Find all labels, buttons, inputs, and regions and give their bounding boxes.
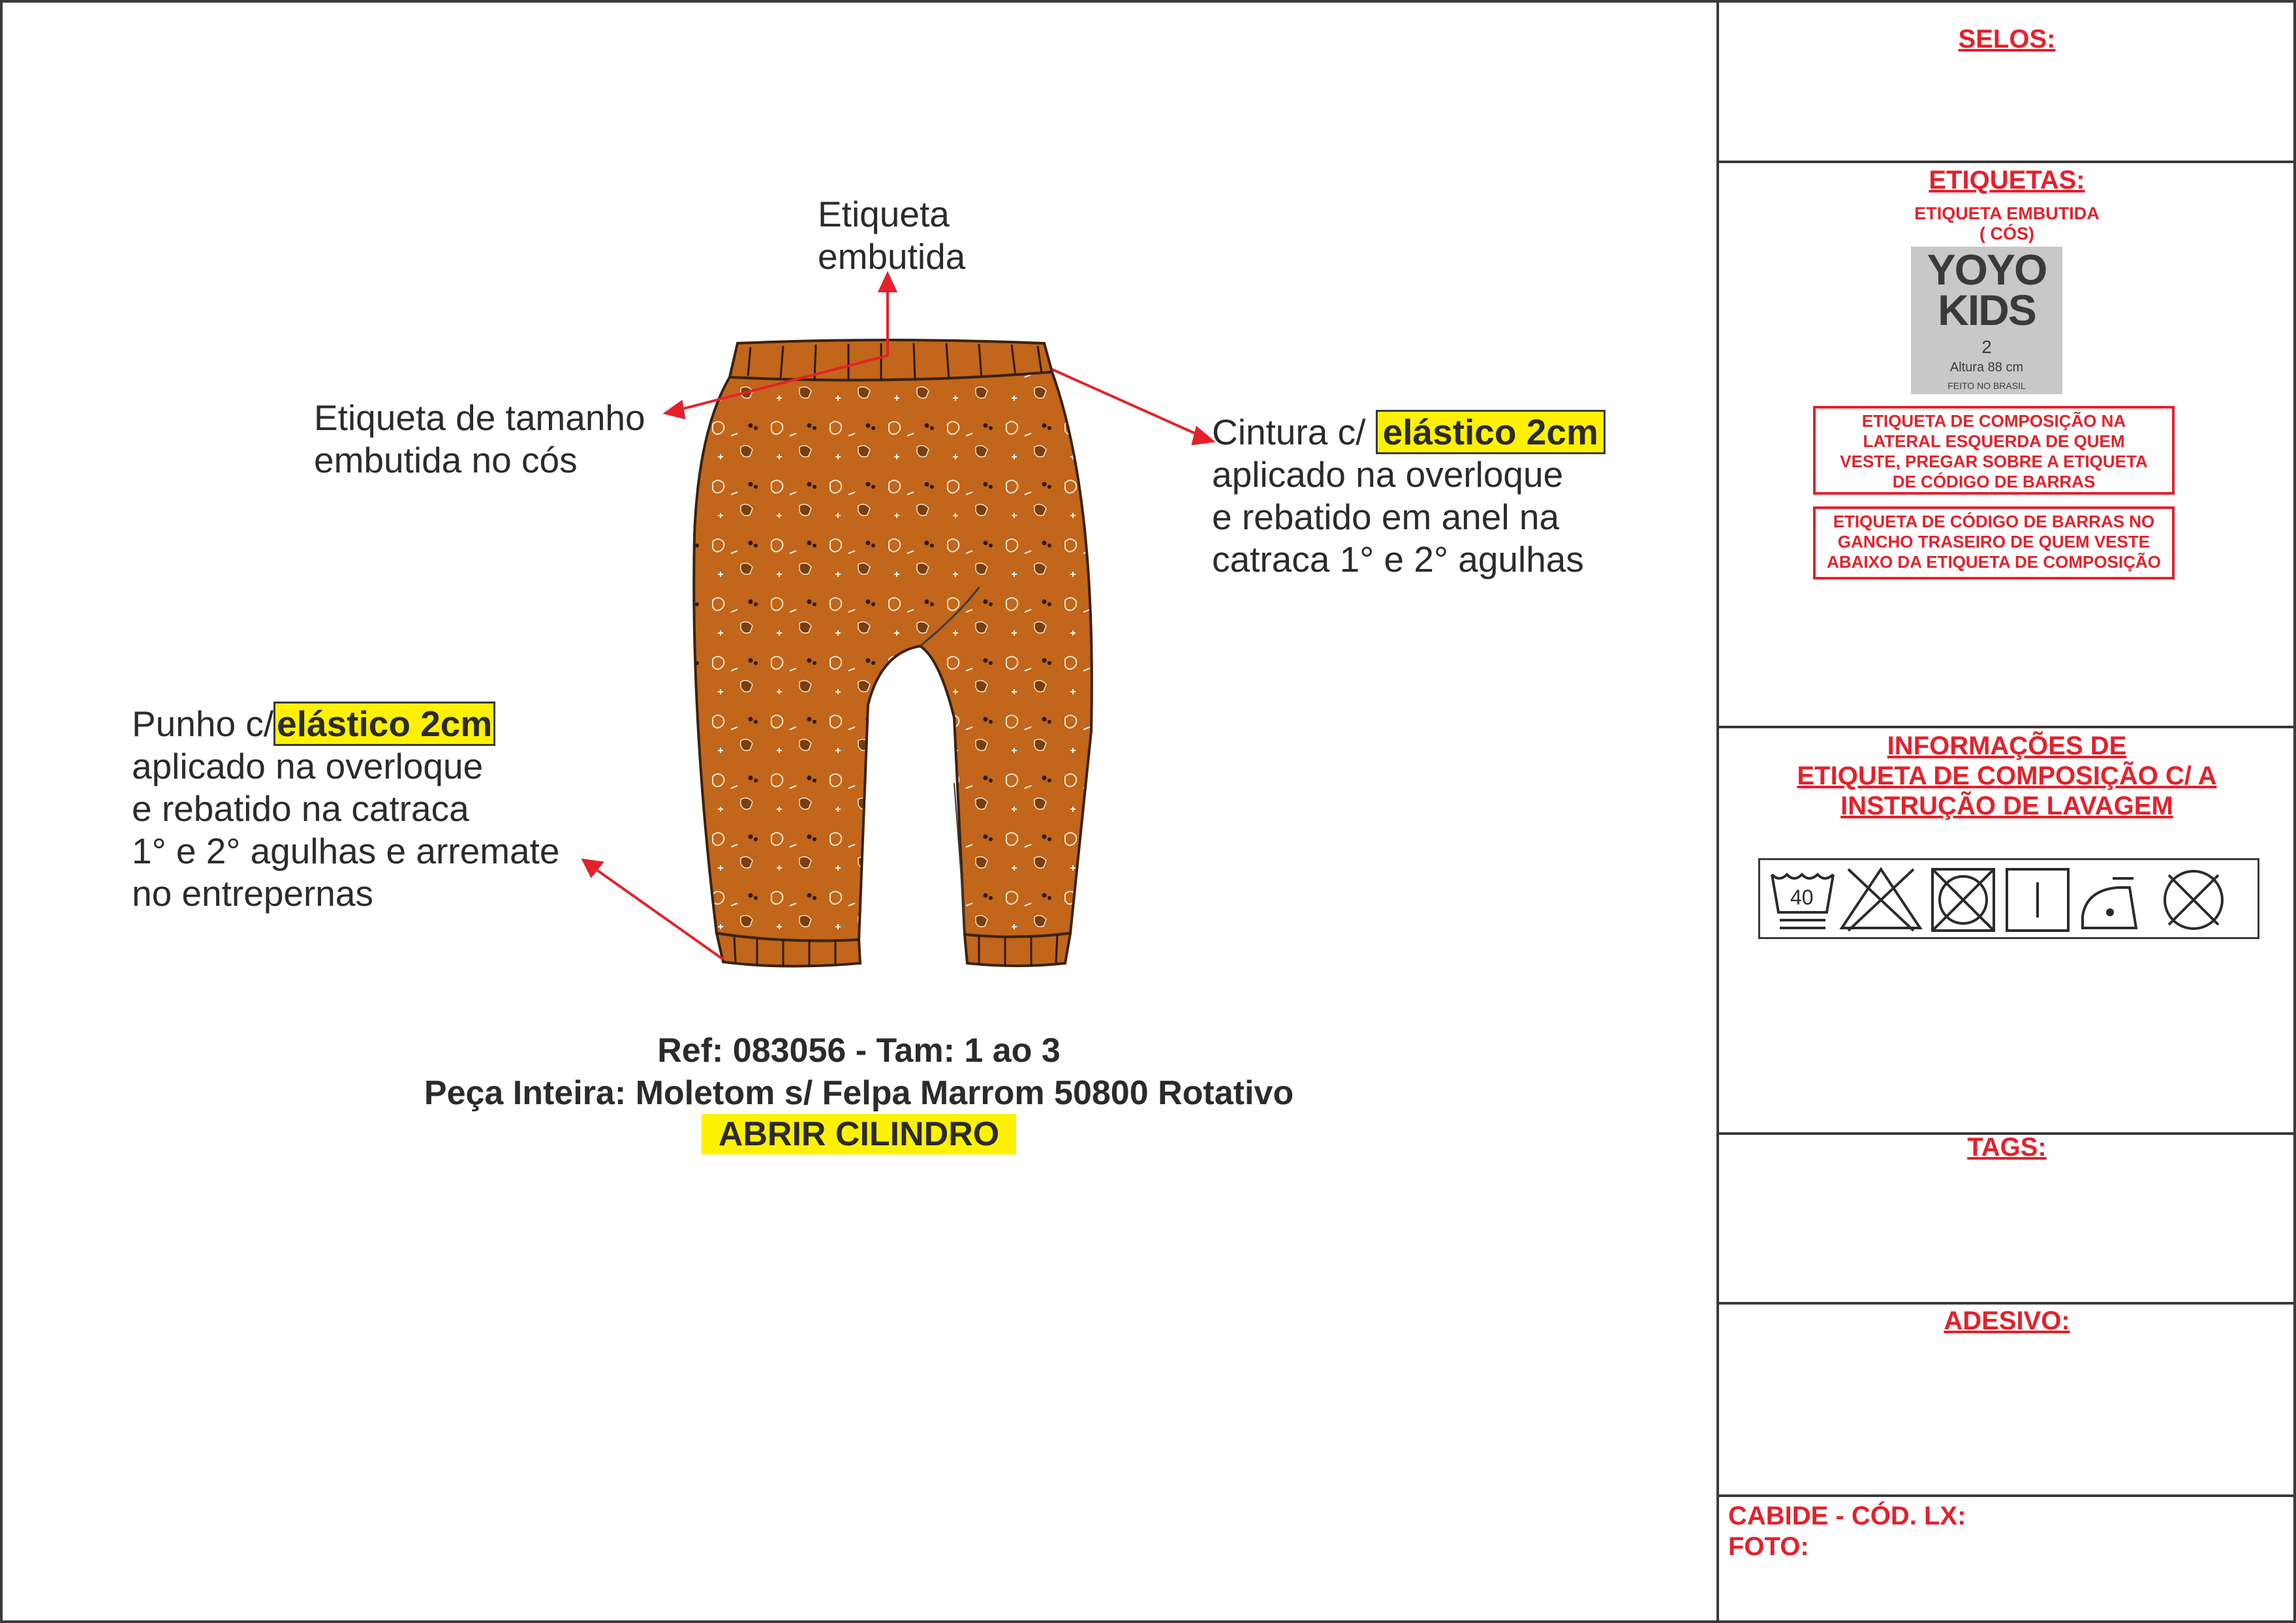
- wash-40-icon: [1772, 874, 1833, 928]
- composition-title-line1: INFORMAÇÕES DE: [1887, 732, 2127, 760]
- annotation-size-label-line2: embutida no cós: [314, 440, 578, 480]
- annotation-waist-line4: catraca 1° e 2° agulhas: [1212, 539, 1584, 580]
- pants-body: [694, 372, 1092, 941]
- iron-low-icon: [2083, 878, 2136, 928]
- waistband: [730, 340, 1052, 380]
- annotation-waist-line1: [1212, 411, 1606, 454]
- notice-composition-line2: LATERAL ESQUERDA DE QUEM: [1863, 431, 2125, 451]
- cabide-label: CABIDE - CÓD. LX:: [1728, 1502, 1966, 1530]
- annotation-embedded-label-line1: Etiqueta: [818, 194, 950, 234]
- notice-barcode-line1: ETIQUETA DE CÓDIGO DE BARRAS NO: [1833, 512, 2155, 531]
- annotation-embedded-label: [818, 193, 965, 278]
- no-bleach-icon: [1842, 869, 1920, 931]
- product-instruction: ABRIR CILINDRO: [702, 1114, 1016, 1154]
- annotation-cuff-line2: aplicado na overloque: [132, 746, 484, 786]
- notice-composition-line1: ETIQUETA DE COMPOSIÇÃO NA: [1861, 411, 2126, 431]
- wash-temp: 40: [1790, 886, 1814, 909]
- care-symbols-box: [1758, 858, 2259, 939]
- notice-barcode-line3: ABAIXO DA ETIQUETA DE COMPOSIÇÃO: [1827, 552, 2161, 572]
- foto-label: FOTO:: [1728, 1532, 1809, 1561]
- brand-label-image: [1911, 247, 2062, 394]
- selos-title: SELOS:: [1958, 25, 2056, 54]
- product-fabric: Peça Inteira: Moletom s/ Felpa Marrom 50800 Rotativo: [424, 1074, 1294, 1112]
- product-ref: Ref: 083056 - Tam: 1 ao 3: [657, 1032, 1061, 1070]
- annotation-waist-line3: e rebatido em anel na: [1212, 497, 1560, 537]
- no-tumble-dry-icon: [1932, 869, 1994, 931]
- brand-logo-line1: YOYO: [1927, 245, 2047, 294]
- adesivo-title: ADESIVO:: [1944, 1306, 2070, 1335]
- arrowhead-size-label: [666, 402, 684, 418]
- annotation-cuff-line1: [132, 703, 560, 745]
- annotation-embedded-label-line2: embutida: [818, 236, 966, 277]
- composition-title-line3: INSTRUÇÃO DE LAVAGEM: [1840, 792, 2173, 820]
- annotation-cuff-line3: e rebatido na catraca: [132, 788, 469, 829]
- embedded-label-caption: [1718, 204, 2296, 244]
- brand-logo-line2: KIDS: [1938, 286, 2036, 334]
- divider-selos: [1718, 161, 2296, 163]
- annotation-waist: [1212, 411, 1606, 581]
- arrow-cuff: [594, 868, 723, 959]
- waist-prefix: Cintura c/: [1212, 412, 1376, 452]
- divider-adesivo: [1718, 1494, 2296, 1497]
- notice-barcode-label: [1813, 506, 2175, 580]
- annotation-size-label: [314, 397, 645, 482]
- annotation-waist-line2: aplicado na overloque: [1212, 454, 1564, 495]
- divider-tags: [1718, 1302, 2296, 1305]
- composition-title: [1718, 731, 2296, 821]
- brand-label-made-in: FEITO NO BRASIL: [1947, 380, 2026, 391]
- no-dry-clean-icon: [2165, 871, 2222, 929]
- annotation-cuff-line4: 1° e 2° agulhas e arremate: [132, 831, 560, 871]
- brand-label-height: Altura 88 cm: [1949, 360, 2024, 375]
- product-instruction-row: [0, 1115, 1718, 1154]
- line-dry-icon: [2007, 869, 2068, 931]
- annotation-cuff-line5: no entrepernas: [132, 873, 373, 914]
- embedded-label-caption-line1: ETIQUETA EMBUTIDA: [1914, 204, 2100, 223]
- notice-composition-line3: VESTE, PREGAR SOBRE A ETIQUETA: [1840, 452, 2148, 471]
- cuff-elastic-highlight: elástico 2cm: [273, 702, 495, 746]
- arrowhead-cuff: [583, 860, 602, 876]
- arrow-waist: [1052, 369, 1201, 436]
- annotation-cuff: [132, 703, 560, 915]
- cuff-prefix: Punho c/: [132, 703, 274, 744]
- composition-title-line2: ETIQUETA DE COMPOSIÇÃO C/ A: [1797, 762, 2217, 790]
- notice-barcode-line2: GANCHO TRASEIRO DE QUEM VESTE: [1837, 532, 2150, 551]
- waist-elastic-highlight: elástico 2cm: [1376, 410, 1606, 454]
- care-symbols: [1760, 860, 2257, 937]
- brand-label-size: 2: [1981, 337, 1992, 357]
- notice-composition-label: [1813, 406, 2175, 495]
- divider-etiquetas: [1718, 726, 2296, 728]
- etiquetas-title: ETIQUETAS:: [1929, 166, 2085, 194]
- arrowhead-waist: [1193, 428, 1213, 444]
- annotation-size-label-line1: Etiqueta de tamanho: [314, 397, 645, 438]
- tags-title: TAGS:: [1967, 1133, 2047, 1162]
- right-cuff: [965, 933, 1070, 966]
- notice-composition-line4: DE CÓDIGO DE BARRAS: [1892, 472, 2096, 491]
- embedded-label-caption-line2: ( CÓS): [1979, 224, 2034, 243]
